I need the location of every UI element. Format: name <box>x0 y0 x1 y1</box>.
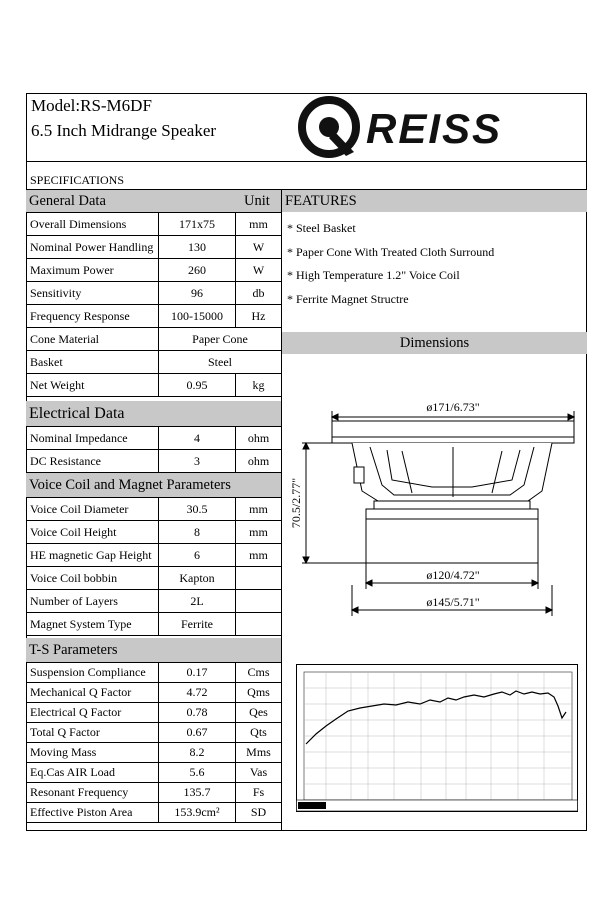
feature-item: * Paper Cone With Treated Cloth Surround <box>287 245 495 259</box>
table-row <box>27 783 282 803</box>
voice-coil-table <box>26 497 282 636</box>
electrical-data-header: Electrical Data <box>26 401 281 426</box>
table-row <box>27 282 282 305</box>
depth-label: 70.5/2.77" <box>289 477 303 529</box>
unit-header: Unit <box>244 193 270 209</box>
param-label: Mechanical Q Factor <box>27 683 159 703</box>
table-row <box>27 590 282 613</box>
param-label: Resonant Frequency <box>27 783 159 803</box>
param-value: 3 <box>159 450 236 473</box>
param-label: Magnet System Type <box>27 613 159 636</box>
param-label: Overall Dimensions <box>27 213 159 236</box>
param-value: 8 <box>159 521 236 544</box>
param-label: Total Q Factor <box>27 723 159 743</box>
feature-item: * High Temperature 1.2" Voice Coil <box>287 268 460 282</box>
table-row <box>27 498 282 521</box>
param-unit: Fs <box>236 783 282 803</box>
table-row <box>27 259 282 282</box>
table-row <box>27 305 282 328</box>
param-unit: W <box>236 259 282 282</box>
param-label: Eq.Cas AIR Load <box>27 763 159 783</box>
param-value: 260 <box>159 259 236 282</box>
table-row <box>27 351 282 374</box>
table-row <box>27 544 282 567</box>
param-label: Nominal Impedance <box>27 427 159 450</box>
param-unit: Hz <box>236 305 282 328</box>
param-value: 0.95 <box>159 374 236 397</box>
param-value: 8.2 <box>159 743 236 763</box>
param-label: Voice Coil Height <box>27 521 159 544</box>
param-value: Kapton <box>159 567 236 590</box>
param-value: 6 <box>159 544 236 567</box>
param-value: 96 <box>159 282 236 305</box>
table-row <box>27 663 282 683</box>
param-unit: mm <box>236 521 282 544</box>
electrical-data-table <box>26 426 282 473</box>
general-data-table <box>26 212 282 397</box>
general-data-header <box>26 190 281 212</box>
param-unit: ohm <box>236 427 282 450</box>
table-row <box>27 213 282 236</box>
param-unit: db <box>236 282 282 305</box>
param-label: Maximum Power <box>27 259 159 282</box>
param-label: Net Weight <box>27 374 159 397</box>
table-row <box>27 703 282 723</box>
param-value: 0.67 <box>159 723 236 743</box>
param-label: Voice Coil bobbin <box>27 567 159 590</box>
param-label: Voice Coil Diameter <box>27 498 159 521</box>
features-header: FEATURES <box>282 190 587 212</box>
param-label: Number of Layers <box>27 590 159 613</box>
param-unit <box>236 590 282 613</box>
param-label: HE magnetic Gap Height <box>27 544 159 567</box>
param-label: Suspension Compliance <box>27 663 159 683</box>
table-row <box>27 723 282 743</box>
param-value: 130 <box>159 236 236 259</box>
param-value: 0.78 <box>159 703 236 723</box>
magnet-diameter-label: ø120/4.72" <box>426 568 480 582</box>
param-value: Ferrite <box>159 613 236 636</box>
param-value: 2L <box>159 590 236 613</box>
brand-wordmark: REISS <box>366 105 503 152</box>
table-row <box>27 743 282 763</box>
param-value: 4.72 <box>159 683 236 703</box>
table-row <box>27 236 282 259</box>
table-row <box>27 803 282 823</box>
param-label: Basket <box>27 351 159 374</box>
param-unit: Qes <box>236 703 282 723</box>
overall-diameter-label: ø171/6.73" <box>426 400 480 414</box>
table-row <box>27 683 282 703</box>
param-unit: mm <box>236 544 282 567</box>
param-unit: kg <box>236 374 282 397</box>
param-unit: W <box>236 236 282 259</box>
param-unit: Qms <box>236 683 282 703</box>
param-label: DC Resistance <box>27 450 159 473</box>
param-label: Electrical Q Factor <box>27 703 159 723</box>
model-title: Model:RS-M6DF <box>31 96 152 115</box>
param-label: Cone Material <box>27 328 159 351</box>
table-row <box>27 427 282 450</box>
param-value: 171x75 <box>159 213 236 236</box>
param-label: Effective Piston Area <box>27 803 159 823</box>
param-value: 100-15000 <box>159 305 236 328</box>
param-value: 5.6 <box>159 763 236 783</box>
param-value: 135.7 <box>159 783 236 803</box>
product-subtitle: 6.5 Inch Midrange Speaker <box>31 121 217 140</box>
table-row <box>27 521 282 544</box>
speaker-dimension-drawing <box>282 395 587 620</box>
frame-diameter-label: ø145/5.71" <box>426 595 480 609</box>
dimensions-header: Dimensions <box>282 332 587 354</box>
table-row <box>27 763 282 783</box>
param-value: 4 <box>159 427 236 450</box>
param-label: Nominal Power Handling <box>27 236 159 259</box>
ts-parameters-header: T-S Parameters <box>26 638 281 662</box>
general-data-title: General Data <box>29 193 106 209</box>
param-value: 153.9cm² <box>159 803 236 823</box>
ts-parameters-table <box>26 662 282 823</box>
feature-item: * Steel Basket <box>287 221 356 235</box>
param-unit: Qts <box>236 723 282 743</box>
param-unit: Cms <box>236 663 282 683</box>
voice-coil-header: Voice Coil and Magnet Parameters <box>26 473 281 497</box>
param-unit <box>236 567 282 590</box>
table-row <box>27 613 282 636</box>
table-row <box>27 567 282 590</box>
table-row <box>27 374 282 397</box>
param-unit: Vas <box>236 763 282 783</box>
param-unit: ohm <box>236 450 282 473</box>
specifications-label: SPECIFICATIONS <box>30 173 125 187</box>
param-value: 0.17 <box>159 663 236 683</box>
param-unit: mm <box>236 213 282 236</box>
param-value: Steel <box>159 351 282 374</box>
table-row <box>27 328 282 351</box>
param-unit: Mms <box>236 743 282 763</box>
param-label: Moving Mass <box>27 743 159 763</box>
param-value: Paper Cone <box>159 328 282 351</box>
frequency-response-graph <box>296 664 578 812</box>
param-unit <box>236 613 282 636</box>
brand-logo <box>296 96 556 158</box>
param-value: 30.5 <box>159 498 236 521</box>
param-unit: mm <box>236 498 282 521</box>
table-row <box>27 450 282 473</box>
feature-item: * Ferrite Magnet Structre <box>287 292 409 306</box>
param-label: Frequency Response <box>27 305 159 328</box>
param-unit: SD <box>236 803 282 823</box>
param-label: Sensitivity <box>27 282 159 305</box>
